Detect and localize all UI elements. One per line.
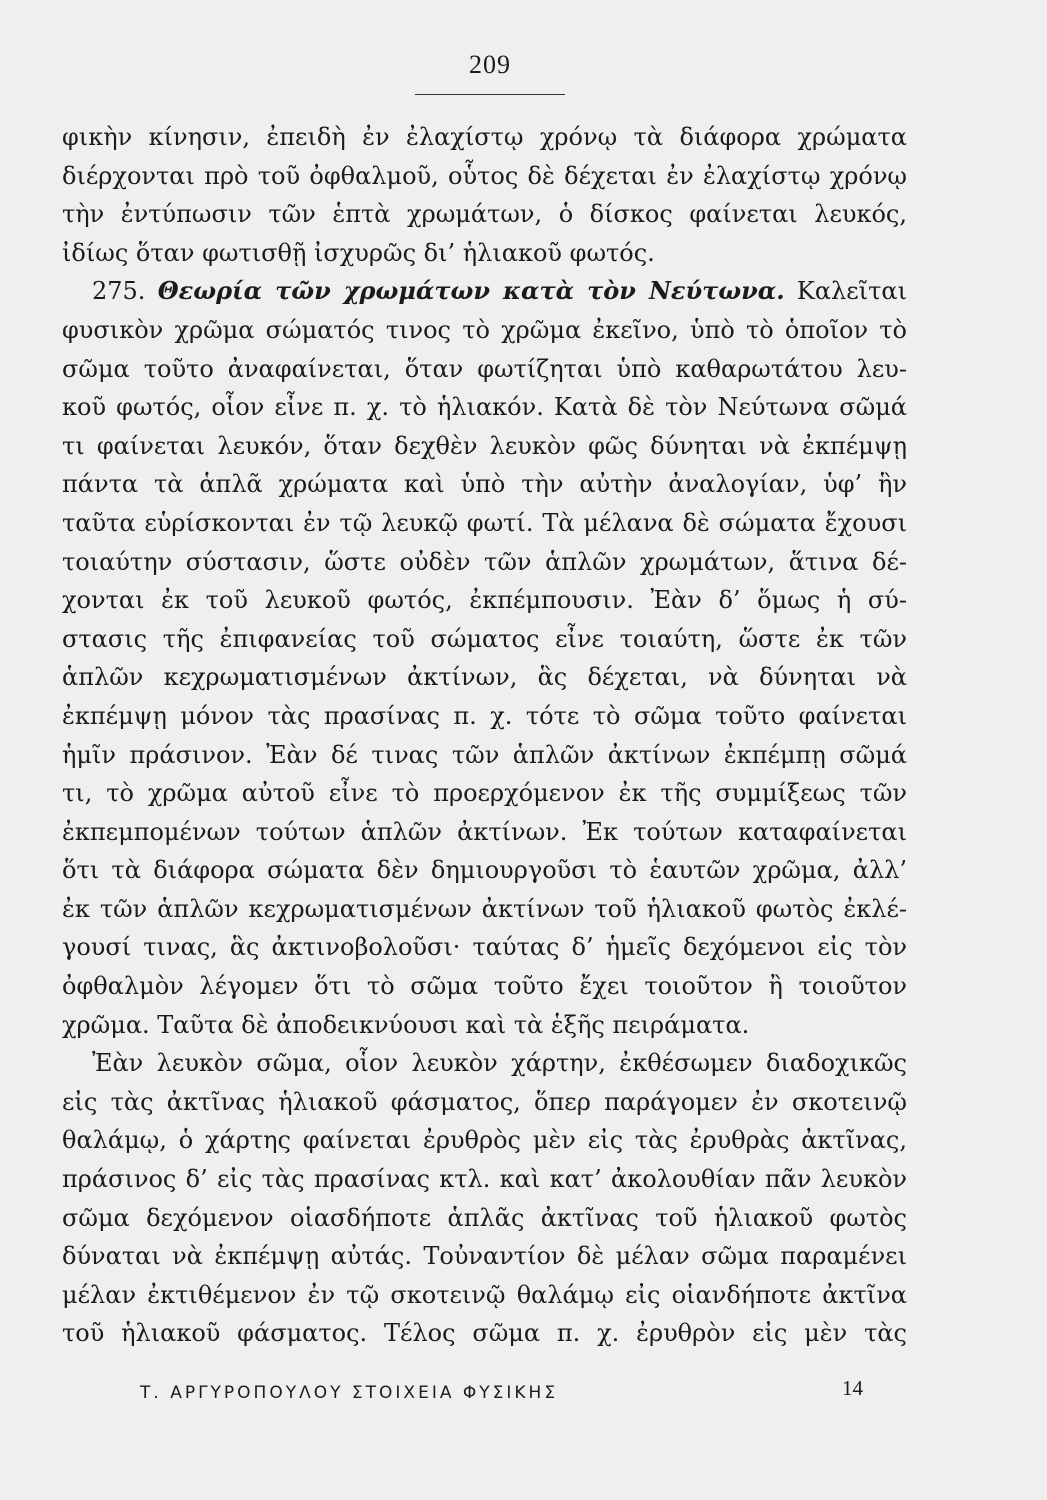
text-line: εἰς τὰς ἀκτῖνας ἡλιακοῦ φάσματος, ὅπερ παράγομεν ἐν σκοτεινῷ <box>62 1087 907 1116</box>
text-line: θαλάμῳ, ὁ χάρτης φαίνεται ἐρυθρὸς μὲν εἰς τὰς ἐρυθρὰς ἀκτῖνας, <box>62 1126 907 1155</box>
text-line: φικὴν κίνησιν, ἐπειδὴ ἐν ἐλαχίστῳ χρόνῳ τὰ διάφορα χρώματα <box>62 123 907 151</box>
text-line: τοιαύτην σύστασιν, ὥστε οὐδὲν τῶν ἁπλῶν χρωμάτων, ἅτινα δέ- <box>62 547 907 576</box>
text-line: τοῦ ἡλιακοῦ φάσματος. Τέλος σῶμα π. χ. ἐρυθρὸν εἰς μὲν τὰς <box>62 1319 907 1348</box>
text-line: στασις τῆς ἐπιφανείας τοῦ σώματος εἶνε τοιαύτη, ὥστε ἐκ τῶν <box>62 624 907 653</box>
text-line: πράσινος δ’ εἰς τὰς πρασίνας κτλ. καὶ κατ’ ἀκολουθίαν πᾶν λευκὸν <box>62 1165 907 1194</box>
text-line: ἐκ τῶν ἁπλῶν κεχρωματισμένων ἀκτίνων τοῦ ἡλιακοῦ φωτὸς ἐκλέ- <box>62 894 907 923</box>
section-heading: Θεωρία τῶν χρωμάτων κατὰ τὸν Νεύτωνα. <box>157 276 785 306</box>
text-line: ἁπλῶν κεχρωματισμένων ἀκτίνων, ἃς δέχεται, νὰ δύνηται νὰ <box>62 663 907 692</box>
text-line: τὴν ἐντύπωσιν τῶν ἑπτὰ χρωμάτων, ὁ δίσκος φαίνεται λευκός, <box>62 200 907 229</box>
page-number: 209 <box>469 50 511 79</box>
text-line: τι φαίνεται λευκόν, ὅταν δεχθὲν λευκὸν φῶς δύνηται νὰ ἐκπέμψῃ <box>62 431 907 460</box>
text-line: διέρχονται πρὸ τοῦ ὀφθαλμοῦ, οὗτος δὲ δέχεται ἐν ἐλαχίστῳ χρόνῳ <box>62 161 907 190</box>
text-line: χονται ἐκ τοῦ λευκοῦ φωτός, ἐκπέμπουσιν. Ἐὰν δ’ ὅμως ἡ σύ- <box>62 586 907 615</box>
text-line: τι, τὸ χρῶμα αὐτοῦ εἶνε τὸ προερχόμενον ἐκ τῆς συμμίξεως τῶν <box>62 779 907 808</box>
text-line: πάντα τὰ ἁπλᾶ χρώματα καὶ ὑπὸ τὴν αὐτὴν ἀναλογίαν, ὑφ’ ἣν <box>62 470 907 499</box>
text-line: χρῶμα. Ταῦτα δὲ ἀποδεικνύουσι καὶ τὰ ἑξῆς πειράματα. <box>62 1010 750 1039</box>
text-line: φυσικὸν χρῶμα σώματός τινος τὸ χρῶμα ἐκεῖνο, ὑπὸ τὸ ὁποῖον τὸ <box>62 315 907 344</box>
text-line: κοῦ φωτός, οἷον εἶνε π. χ. τὸ ἡλιακόν. Κατὰ δὲ τὸν Νεύτωνα σῶμά <box>62 393 907 422</box>
text-line: δύναται νὰ ἐκπέμψῃ αὐτάς. Τοὐναντίον δὲ μέλαν σῶμα παραμένει <box>62 1242 907 1271</box>
header-rule <box>415 94 565 95</box>
text-line: ὀφθαλμὸν λέγομεν ὅτι τὸ σῶμα τοῦτο ἔχει τοιοῦτον ἢ τοιοῦτον <box>62 972 907 1001</box>
text-line: σῶμα τοῦτο ἀναφαίνεται, ὅταν φωτίζηται ὑπὸ καθαρωτάτου λευ- <box>62 354 907 383</box>
footer-text: Τ. ΑΡΓΥΡΟΠΟΥΛΟΥ ΣΤΟΙΧΕΙΑ ΦΥΣΙΚΗΣ <box>140 1383 559 1403</box>
section-lead-word: Καλεῖται <box>796 277 907 306</box>
text-line: σῶμα δεχόμενον οἱασδήποτε ἁπλᾶς ἀκτῖνας τοῦ ἡλιακοῦ φωτὸς <box>62 1203 907 1232</box>
text-line: Ἐὰν λευκὸν σῶμα, οἷον λευκὸν χάρτην, ἐκθέσωμεν διαδοχικῶς <box>92 1049 907 1078</box>
text-line: ταῦτα εὑρίσκονται ἐν τῷ λευκῷ φωτί. Τὰ μέλανα δὲ σώματα ἔχουσι <box>62 508 907 537</box>
text-line: γουσί τινας, ἃς ἀκτινοβολοῦσι· ταύτας δ’ ἡμεῖς δεχόμενοι εἰς τὸν <box>62 933 907 962</box>
section-number: 275. <box>92 277 146 306</box>
section-heading-line <box>62 272 907 311</box>
text-line: μέλαν ἐκτιθέμενον ἐν τῷ σκοτεινῷ θαλάμῳ εἰς οἱανδήποτε ἀκτῖνα <box>62 1280 907 1309</box>
signature-mark: 14 <box>842 1376 863 1400</box>
body-text <box>62 118 907 1353</box>
text-line: ἡμῖν πράσινον. Ἐὰν δέ τινας τῶν ἁπλῶν ἀκτίνων ἐκπέμπῃ σῶμά <box>62 740 907 769</box>
text-line: ἐκπεμπομένων τούτων ἁπλῶν ἀκτίνων. Ἐκ τούτων καταφαίνεται <box>62 817 907 846</box>
text-line: ἐκπέμψῃ μόνον τὰς πρασίνας π. χ. τότε τὸ σῶμα τοῦτο φαίνεται <box>62 701 907 730</box>
text-line: ὅτι τὰ διάφορα σώματα δὲν δημιουργοῦσι τὸ ἑαυτῶν χρῶμα, ἀλλ’ <box>62 856 907 885</box>
text-line: ἰδίως ὅταν φωτισθῇ ἰσχυρῶς δι’ ἡλιακοῦ φωτός. <box>62 238 655 267</box>
